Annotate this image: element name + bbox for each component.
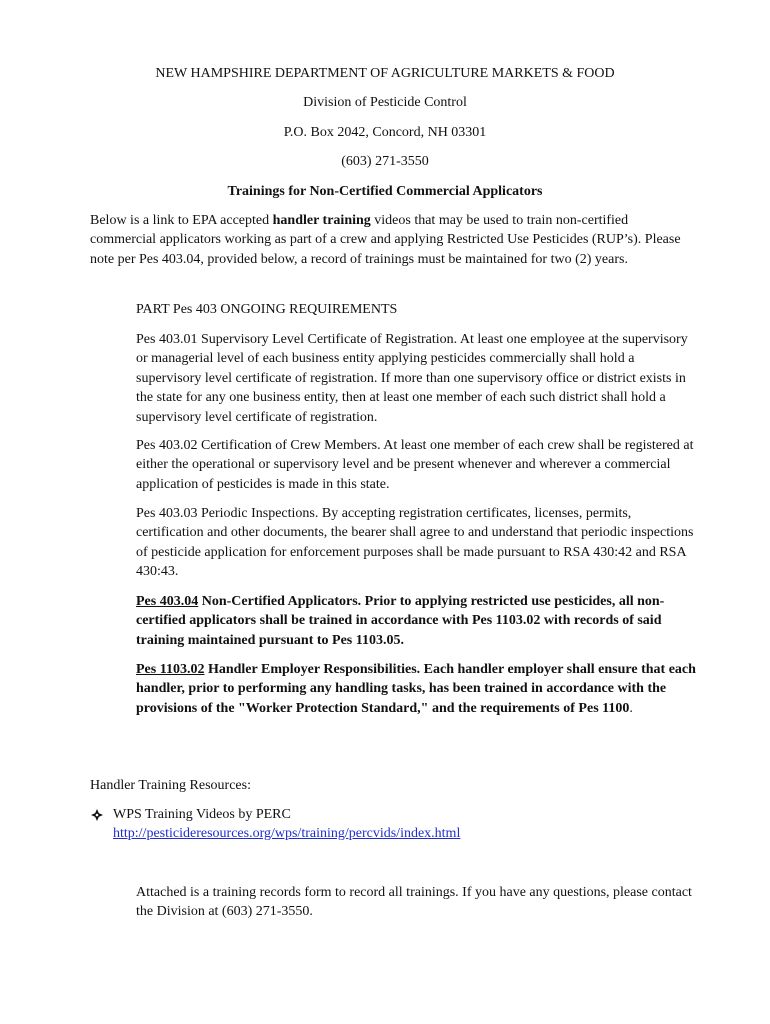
division-name: Division of Pesticide Control (303, 95, 467, 110)
rule-pes-1103-02-ref: Pes 1103.02 (136, 662, 205, 677)
phone-number: (603) 271-3550 (341, 154, 429, 169)
resource-item-label: WPS Training Videos by PERC (113, 807, 291, 822)
resource-link-line (113, 824, 460, 843)
rule-pes-1103-02 (136, 660, 696, 718)
rule-pes-403-04 (136, 592, 696, 650)
rule-pes-1103-02-text: Handler Employer Responsibilities. Each handler employer shall ensure that each handler, prior to performing any handling tasks, has been trained in accordance with the provisions of the "Worker Protection Standard," and the requirements of Pes 1100 (136, 662, 696, 716)
intro-paragraph (90, 211, 690, 269)
rule-pes-1103-02-end: . (629, 700, 633, 716)
rule-pes-403-02: Pes 403.02 Certification of Crew Members. At least one member of each crew shall be registered at either the operational or supervisory level and be present whenever and wherever a commercial application of pesticides is made in this state. (136, 438, 694, 492)
department-name: NEW HAMPSHIRE DEPARTMENT OF AGRICULTURE MARKETS & FOOD (155, 66, 615, 81)
rule-pes-403-01: Pes 403.01 Supervisory Level Certificate of Registration. At least one employee at the supervisory or managerial level of each business entity applying pesticides commercially shall hold a supervisory level certificate of registration. If more than one supervisory office or district exists in the state for any one business entity, then at least one member of each such district shall hold a supervisory level certificate of registration. (136, 332, 688, 425)
rule-pes-403-03: Pes 403.03 Periodic Inspections. By accepting registration certificates, licenses, permits, certification and other documents, the bearer shall agree to and understand that periodic inspections of pesticide application for enforcement purposes shall be made pursuant to RSA 430:42 and RSA 430:43. (136, 506, 694, 580)
rule-pes-403-04-ref: Pes 403.04 (136, 594, 199, 609)
diamond-bullet-icon (90, 808, 104, 822)
mailing-address: P.O. Box 2042, Concord, NH 03301 (283, 125, 487, 140)
resources-heading: Handler Training Resources: (90, 778, 251, 793)
document-title: Trainings for Non-Certified Commercial Applicators (227, 184, 543, 199)
perc-videos-link[interactable]: http://pesticideresources.org/wps/training/percvids/index.html (113, 826, 461, 841)
intro-text-end: videos that may be used to train non-certified commercial applicators working as part of a crew and applying Restricted Use Pesticides (RUP’s). Please note per Pes 403.04, provided below, a record of trainings must be maintained for two (2) years. (90, 213, 681, 267)
part-heading: PART Pes 403 ONGOING REQUIREMENTS (136, 302, 398, 317)
closing-paragraph: Attached is a training records form to record all trainings. If you have any questions, please contact the Division at (603) 271-3550. (136, 885, 692, 920)
intro-text-start: Below is a link to EPA accepted (90, 213, 273, 228)
rule-pes-403-04-text: Non-Certified Applicators. Prior to applying restricted use pesticides, all non-certified applicators shall be trained in accordance with Pes 1103.02 with records of said training maintained pursuant to Pes 1103.05. (136, 594, 665, 648)
intro-bold-term: handler training (272, 213, 371, 228)
